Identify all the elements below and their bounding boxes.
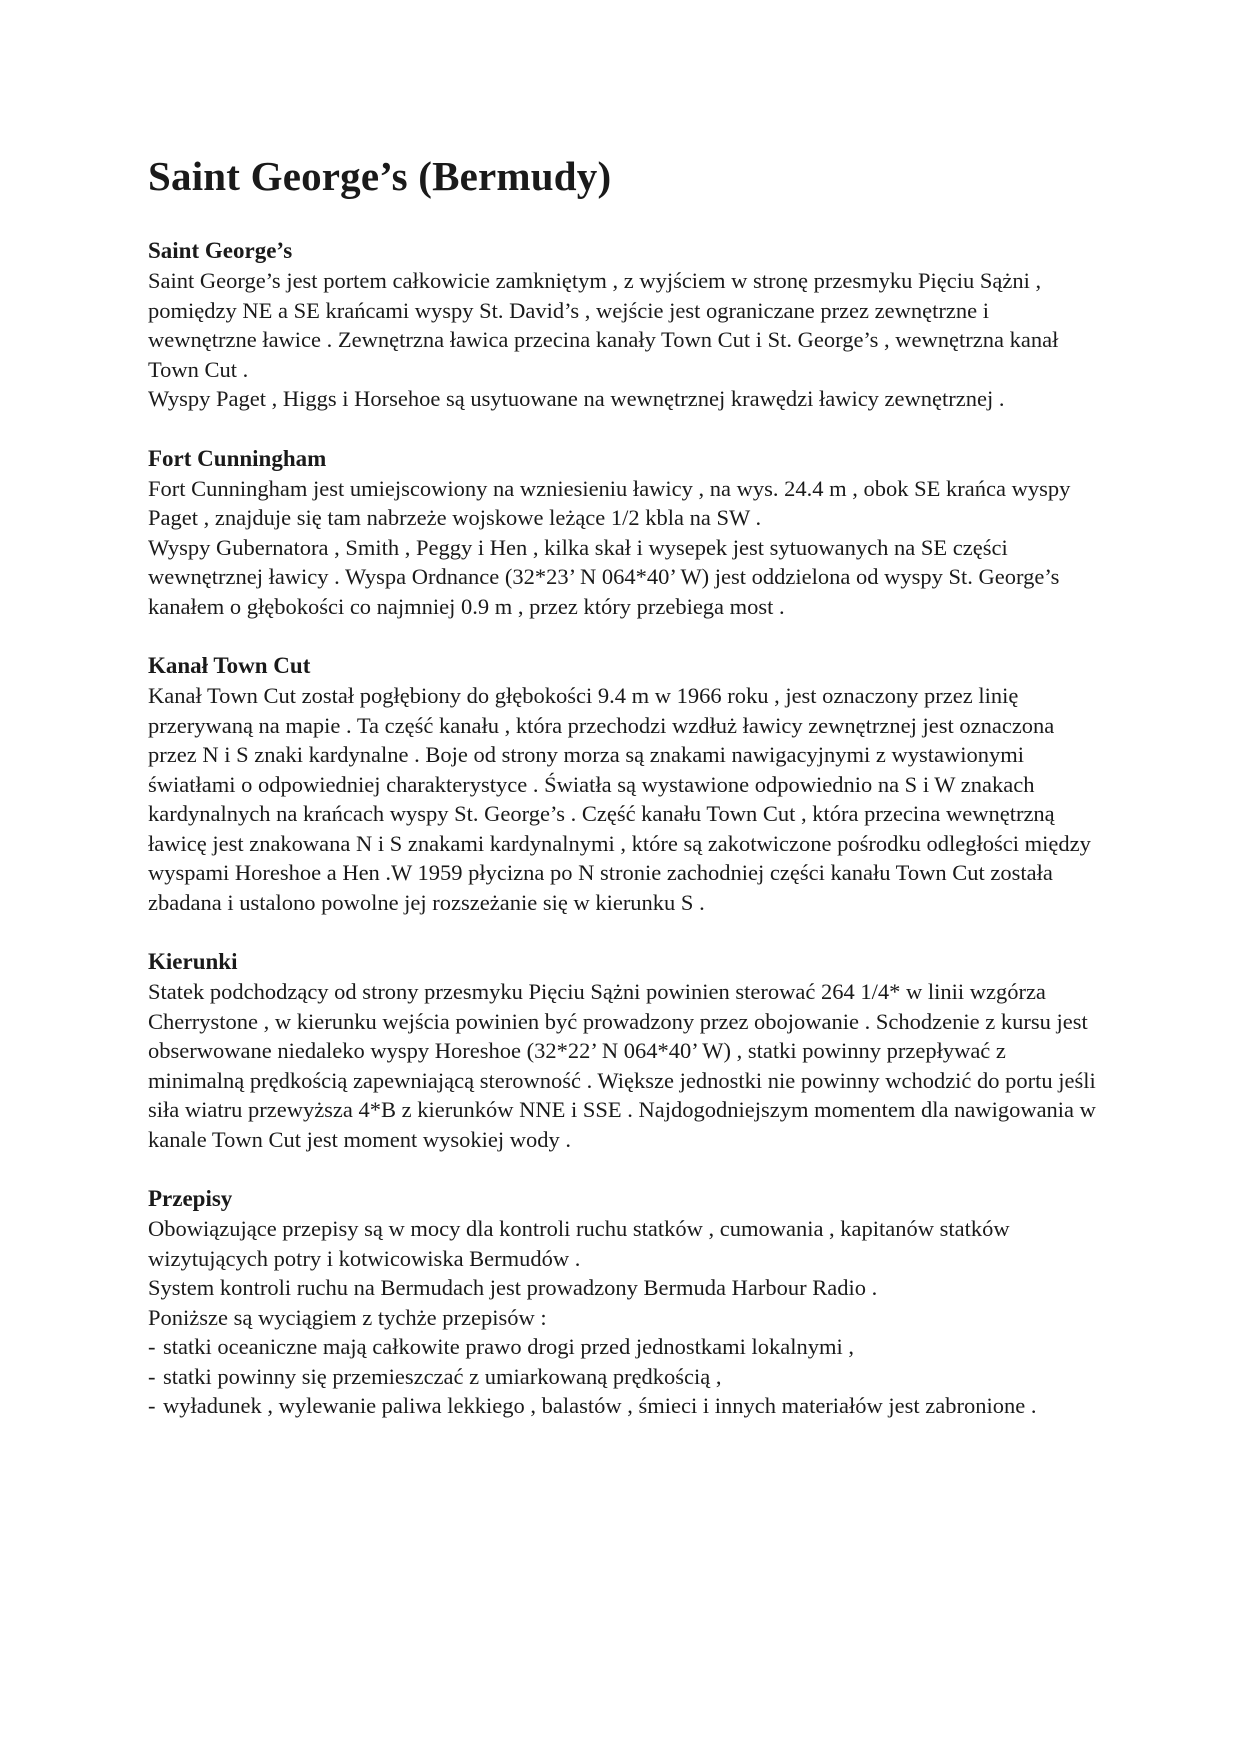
- paragraph: Saint George’s jest portem całkowicie zamkniętym , z wyjściem w stronę przesmyku Pięciu Sążni , pomiędzy NE a SE krańcami wyspy St. David’s , wejście jest ograniczane przez zewnętrzne i wewnętrzne ławice . Zewnętrzna ławica przecina kanały Town Cut i St. George’s , wewnętrzna kanał Town Cut .: [148, 268, 1059, 382]
- section-fort-cunningham: [148, 444, 1098, 622]
- paragraph: Wyspy Gubernatora , Smith , Peggy i Hen , kilka skał i wysepek jest sytuowanych na SE części wewnętrznej ławicy . Wyspa Ordnance (32*23’ N 064*40’ W) jest oddzielona od wyspy St. George’s kanałem o głębokości co najmniej 0.9 m , przez który przebiega most .: [148, 534, 1060, 619]
- list-item: - statki powinny się przemieszczać z umiarkowaną prędkością ,: [148, 1362, 1098, 1392]
- paragraph: Poniższe są wyciągiem z tychże przepisów :: [148, 1304, 547, 1330]
- section-heading: Kanał Town Cut: [148, 653, 311, 678]
- section-heading: Saint George’s: [148, 238, 293, 263]
- document-page: [148, 140, 1098, 1421]
- section-kierunki: [148, 947, 1098, 1154]
- paragraph: Kanał Town Cut został pogłębiony do głębokości 9.4 m w 1966 roku , jest oznaczony przez linię przerywaną na mapie . Ta część kanału , która przechodzi wzdłuż ławicy zewnętrznej jest oznaczona przez N i S znaki kardynalne . Boje od strony morza są znakami nawigacyjnymi z wystawionymi światłami o odpowiedniej charakterystyce . Światła są wystawione odpowiednio na S i W znakach kardynalnych na krańcach wyspy St. George’s . Część kanału Town Cut , która przecina wewnętrzną ławicę jest znakowana N i S znakami kardynalnymi , które są zakotwiczone pośrodku odległości między wyspami Horeshoe a Hen .W 1959 płycizna po N stronie zachodniej części kanału Town Cut została zbadana i ustalono powolne jej rozszeżanie się w kierunku S .: [148, 683, 1091, 915]
- document-title: Saint George’s (Bermudy): [148, 153, 612, 199]
- section-przepisy: [148, 1184, 1098, 1421]
- paragraph: Wyspy Paget , Higgs i Horsehoe są usytuowane na wewnętrznej krawędzi ławicy zewnętrznej .: [148, 386, 1005, 411]
- paragraph: System kontroli ruchu na Bermudach jest prowadzony Bermuda Harbour Radio .: [148, 1275, 878, 1300]
- paragraph: Obowiązujące przepisy są w mocy dla kontroli ruchu statków , cumowania , kapitanów statków wizytujących potry i kotwicowiska Bermudów .: [148, 1216, 1010, 1271]
- regulations-list: [148, 1332, 1098, 1421]
- paragraph: Statek podchodzący od strony przesmyku Pięciu Sążni powinien sterować 264 1/4* w linii wzgórza Cherrystone , w kierunku wejścia powinien być prowadzony przez obojowanie . Schodzenie z kursu jest obserwowane niedaleko wyspy Horeshoe (32*22’ N 064*40’ W) , statki powinny przepływać z minimalną prędkością zapewniającą sterowność . Większe jednostki nie powinny wchodzić do portu jeśli siła wiatru przewyższa 4*B z kierunków NNE i SSE . Najdogodniejszym momentem dla nawigowania w kanale Town Cut jest moment wysokiej wody .: [148, 979, 1096, 1152]
- section-saint-georges: [148, 236, 1098, 414]
- paragraph: Fort Cunningham jest umiejscowiony na wzniesieniu ławicy , na wys. 24.4 m , obok SE krańca wyspy Paget , znajduje się tam nabrzeże wojskowe leżące 1/2 kbla na SW .: [148, 475, 1071, 530]
- list-item: - wyładunek , wylewanie paliwa lekkiego , balastów , śmieci i innych materiałów jest zabronione .: [148, 1391, 1098, 1421]
- section-kanal-town-cut: [148, 651, 1098, 917]
- section-heading: Kierunki: [148, 949, 238, 974]
- list-item: - statki oceaniczne mają całkowite prawo drogi przed jednostkami lokalnymi ,: [148, 1332, 1098, 1362]
- section-heading: Fort Cunningham: [148, 445, 327, 471]
- section-heading: Przepisy: [148, 1186, 233, 1211]
